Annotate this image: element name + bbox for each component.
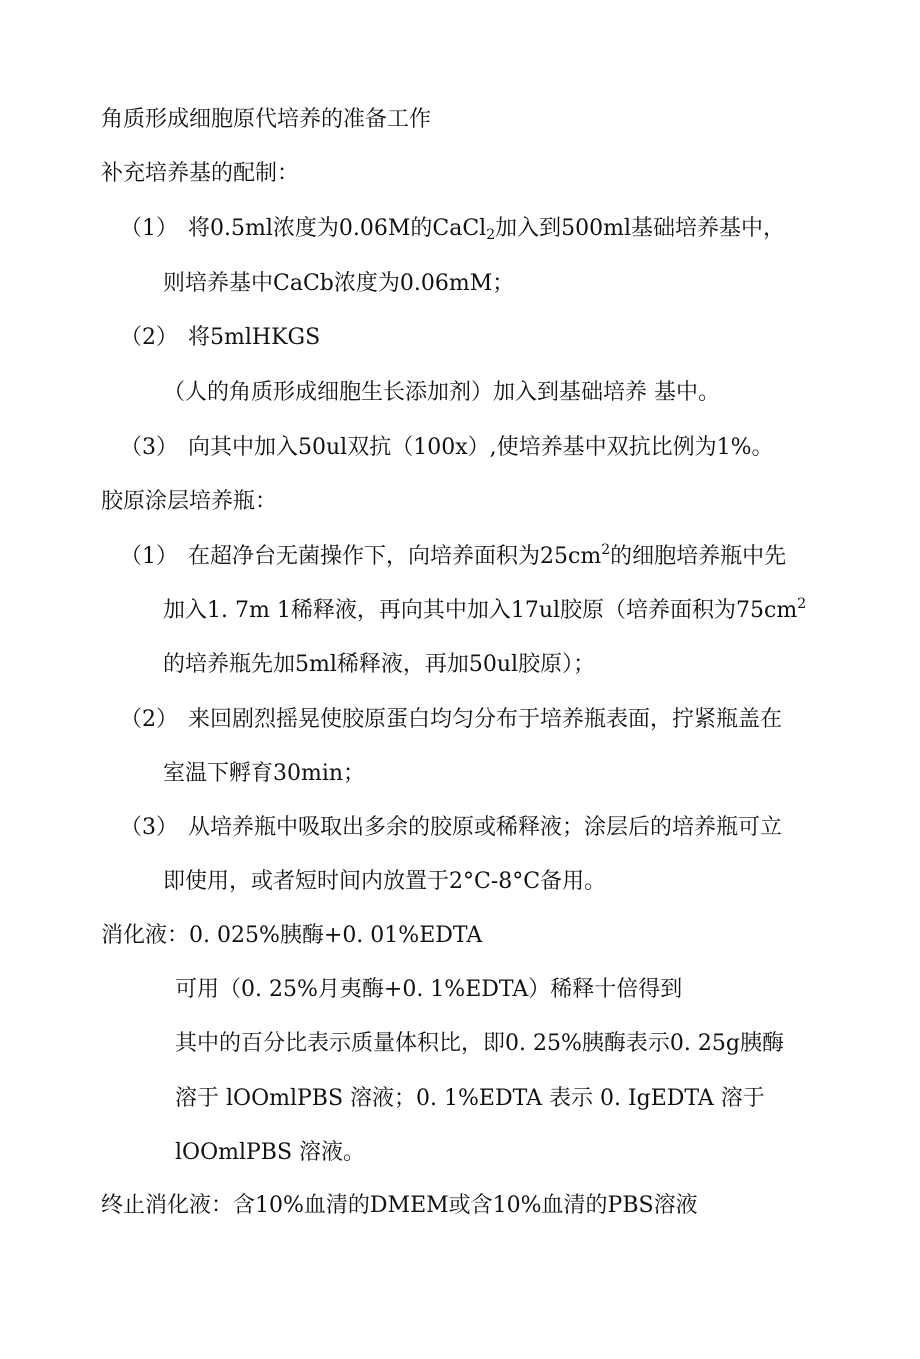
collagen-step-3-cont: 即使用，或者短时间内放置于2°C-8°C备用。	[163, 869, 607, 894]
medium-step-1-cont: 则培养基中CaCb浓度为0.06mM；	[163, 271, 515, 296]
digest-note-1: 可用（0. 25%月夷酶+0. 1%EDTA）稀释十倍得到	[175, 977, 683, 1002]
medium-step-3	[120, 433, 774, 463]
step-text-a: 在超净台无菌操作下，向培养面积为25cm	[188, 544, 602, 569]
step-text-c: 加入1. 7m 1稀释液，再向其中加入17ul胶原（培养面积为75cm	[163, 598, 798, 623]
collagen-step-2-cont: 室温下孵育30min；	[163, 761, 366, 786]
stop-solution: 终止消化液：含10%血清的DMEM或含10%血清的PBS溶液	[101, 1193, 698, 1218]
medium-step-2-cont: （人的角质形成细胞生长添加剂）加入到基础培养 基中。	[163, 380, 720, 405]
step-text-a: 将0.5ml浓度为0.06M的CaCl	[188, 216, 487, 241]
medium-step-2	[120, 323, 320, 353]
step-text: 来回剧烈摇晃使胶原蛋白均匀分布于培养瓶表面，拧紧瓶盖在	[188, 707, 783, 732]
step-text: 将5mlHKGS	[188, 325, 321, 350]
digest-note-4: lOOmlPBS 溶液。	[175, 1140, 366, 1165]
step-number: （1）	[120, 544, 178, 569]
collagen-step-3	[120, 813, 782, 843]
step-text-b: 加入到500ml基础培养基中，	[495, 216, 786, 241]
section-heading-collagen: 胶原涂层培养瓶：	[101, 489, 278, 514]
collagen-step-1	[120, 542, 786, 572]
step-number: （3）	[120, 815, 178, 840]
collagen-step-1-cont	[163, 596, 806, 626]
collagen-step-1-cont2: 的培养瓶先加5ml稀释液，再加50ul胶原）；	[163, 652, 596, 677]
section-heading-medium: 补充培养基的配制：	[101, 161, 300, 186]
step-number: （3）	[120, 435, 178, 460]
step-number: （2）	[120, 707, 178, 732]
page-title: 角质形成细胞原代培养的准备工作	[101, 107, 432, 132]
step-number: （2）	[120, 325, 178, 350]
superscript: 2	[601, 542, 611, 558]
step-text-b: 的细胞培养瓶中先	[610, 544, 787, 569]
step-number: （1）	[120, 216, 178, 241]
digest-label: 消化液：0. 025%胰酶+0. 01%EDTA	[101, 923, 483, 948]
collagen-step-2	[120, 705, 782, 735]
medium-step-1	[120, 214, 785, 244]
step-text: 向其中加入50ul双抗（100x）,使培养基中双抗比例为1%。	[188, 435, 774, 460]
digest-note-3: 溶于 lOOmlPBS 溶液；0. 1%EDTA 表示 0. IgEDTA 溶于	[175, 1086, 765, 1111]
digest-note-2: 其中的百分比表示质量体积比，即0. 25%胰酶表示0. 25g胰酶	[175, 1031, 784, 1056]
step-text: 从培养瓶中吸取出多余的胶原或稀释液；涂层后的培养瓶可立	[188, 815, 783, 840]
subscript: 2	[486, 227, 496, 243]
superscript: 2	[797, 596, 807, 612]
